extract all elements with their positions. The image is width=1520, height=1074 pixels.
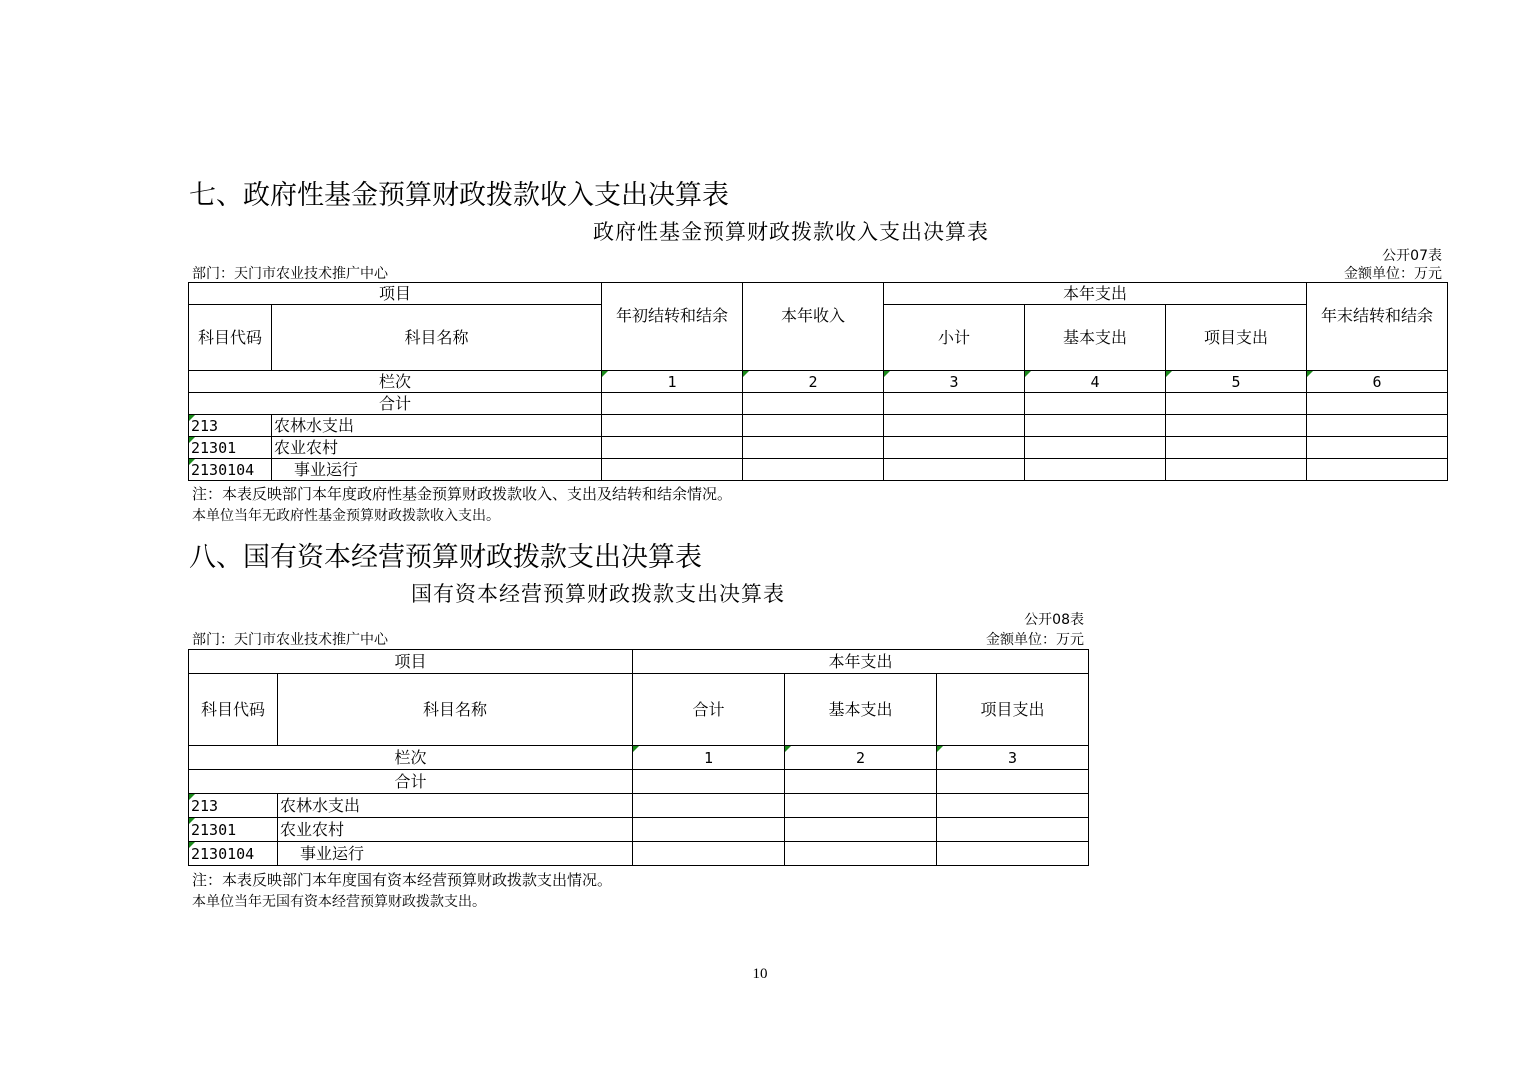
table-row bbox=[189, 842, 1089, 866]
section7-remark: 本单位当年无政府性基金预算财政拨款收入支出。 bbox=[192, 508, 500, 524]
column-number: 6 bbox=[1307, 371, 1448, 393]
subject-name: 农业农村 bbox=[272, 437, 602, 459]
page-number: 10 bbox=[752, 966, 768, 982]
section8-heading: 八、国有资本经营预算财政拨款支出决算表 bbox=[189, 542, 702, 573]
header-subject-name: 科目名称 bbox=[272, 305, 602, 371]
header-subject-name: 科目名称 bbox=[278, 674, 633, 746]
header-subtotal: 小计 bbox=[884, 305, 1025, 371]
section8-department: 部门：天门市农业技术推广中心 bbox=[192, 632, 388, 648]
subject-name: 农业农村 bbox=[278, 818, 633, 842]
section7-department: 部门：天门市农业技术推广中心 bbox=[192, 266, 388, 282]
subject-code: 21301 bbox=[189, 818, 278, 842]
column-number: 5 bbox=[1166, 371, 1307, 393]
header-opening-balance: 年初结转和结余 bbox=[602, 283, 743, 371]
header-project-expense: 项目支出 bbox=[1166, 305, 1307, 371]
header-project: 项目 bbox=[189, 283, 602, 305]
header-project-expense: 项目支出 bbox=[937, 674, 1089, 746]
column-number: 4 bbox=[1025, 371, 1166, 393]
subject-code: 213 bbox=[189, 415, 272, 437]
header-closing-balance: 年末结转和结余 bbox=[1307, 283, 1448, 371]
table-row bbox=[189, 437, 1448, 459]
subject-name: 事业运行 bbox=[278, 842, 633, 866]
column-number: 3 bbox=[937, 746, 1089, 770]
subject-name: 农林水支出 bbox=[278, 794, 633, 818]
column-index-label: 栏次 bbox=[189, 371, 602, 393]
subject-code: 2130104 bbox=[189, 842, 278, 866]
total-row-label: 合计 bbox=[189, 770, 633, 794]
section8-remark: 本单位当年无国有资本经营预算财政拨款支出。 bbox=[192, 894, 486, 910]
header-basic-expense: 基本支出 bbox=[1025, 305, 1166, 371]
section7-note: 注：本表反映部门本年度政府性基金预算财政拨款收入、支出及结转和结余情况。 bbox=[192, 485, 733, 503]
header-annual-expense: 本年支出 bbox=[633, 650, 1089, 674]
header-annual-income: 本年收入 bbox=[743, 283, 884, 371]
header-basic-expense: 基本支出 bbox=[785, 674, 937, 746]
section7-heading: 七、政府性基金预算财政拨款收入支出决算表 bbox=[189, 180, 729, 211]
header-annual-expense: 本年支出 bbox=[884, 283, 1307, 305]
header-subject-code: 科目代码 bbox=[189, 674, 278, 746]
subject-code: 21301 bbox=[189, 437, 272, 459]
section7-form-no: 公开07表 bbox=[1382, 248, 1442, 264]
table-row bbox=[189, 818, 1089, 842]
section8-unit: 金额单位：万元 bbox=[986, 632, 1084, 648]
section8-table-title: 国有资本经营预算财政拨款支出决算表 bbox=[411, 582, 785, 606]
section7-table bbox=[188, 282, 1448, 481]
subject-code: 213 bbox=[189, 794, 278, 818]
total-row-label: 合计 bbox=[189, 393, 602, 415]
section8-note: 注：本表反映部门本年度国有资本经营预算财政拨款支出情况。 bbox=[192, 871, 613, 889]
header-project: 项目 bbox=[189, 650, 633, 674]
header-total: 合计 bbox=[633, 674, 785, 746]
section7-unit: 金额单位：万元 bbox=[1344, 266, 1442, 282]
column-number: 2 bbox=[743, 371, 884, 393]
section8-table bbox=[188, 649, 1089, 866]
column-number: 3 bbox=[884, 371, 1025, 393]
subject-name: 事业运行 bbox=[272, 459, 602, 481]
header-subject-code: 科目代码 bbox=[189, 305, 272, 371]
subject-code: 2130104 bbox=[189, 459, 272, 481]
column-number: 1 bbox=[602, 371, 743, 393]
column-number: 1 bbox=[633, 746, 785, 770]
table-row bbox=[189, 794, 1089, 818]
column-number: 2 bbox=[785, 746, 937, 770]
column-index-label: 栏次 bbox=[189, 746, 633, 770]
subject-name: 农林水支出 bbox=[272, 415, 602, 437]
section7-table-title: 政府性基金预算财政拨款收入支出决算表 bbox=[593, 220, 989, 244]
section8-form-no: 公开08表 bbox=[1024, 612, 1084, 628]
table-row bbox=[189, 459, 1448, 481]
table-row bbox=[189, 415, 1448, 437]
